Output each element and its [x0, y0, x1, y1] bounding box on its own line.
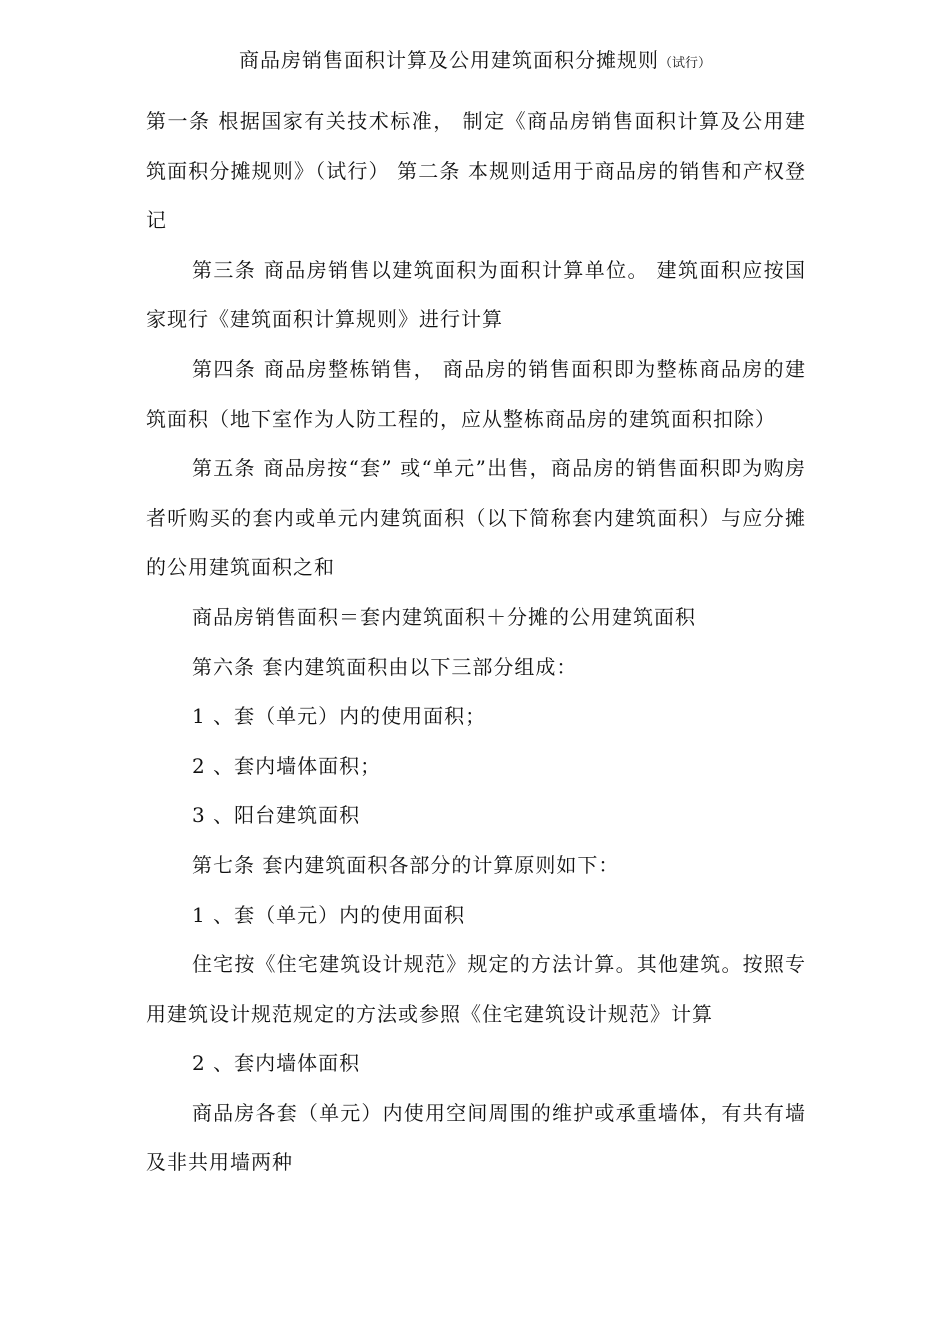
- title-text: 商品房销售面积计算及公用建筑面积分摊规则: [238, 48, 659, 72]
- list-item: 3 、阳台建筑面积: [192, 803, 361, 828]
- paragraph-article-4: 第四条 商品房整栋销售， 商品房的销售面积即为整栋商品房的建筑面积（地下室作为人防工程的，应从整栋商品房的建筑面积扣除）: [146, 356, 806, 431]
- title-suffix: （试行）: [658, 56, 711, 71]
- paragraph-article-3: 第三条 商品房销售以建筑面积为面积计算单位。 建筑面积应按国家现行《建筑面积计算规则》进行计算: [146, 257, 806, 332]
- paragraph-article-6: 第六条 套内建筑面积由以下三部分组成：: [192, 654, 578, 679]
- paragraph-article-1-2: 第一条 根据国家有关技术标准， 制定《商品房销售面积计算及公用建筑面积分摊规则》（试行） 第二条 本规则适用于商品房的销售和产权登记: [146, 109, 806, 233]
- list-item: 1 、套（单元）内的使用面积；: [192, 704, 487, 729]
- document-body: [146, 97, 806, 1188]
- paragraph-article-7: 第七条 套内建筑面积各部分的计算原则如下：: [192, 852, 620, 877]
- paragraph-wall-area: 商品房各套（单元）内使用空间周围的维护或承重墙体，有共有墙及非共用墙两种: [146, 1100, 806, 1175]
- paragraph-article-5: 第五条 商品房按“套” 或“单元”出售，商品房的销售面积即为购房者听购买的套内或单元内建筑面积（以下简称套内建筑面积）与应分摊的公用建筑面积之和: [146, 456, 806, 580]
- list-item: 2 、套内墙体面积；: [192, 753, 382, 778]
- paragraph-usable-area: 住宅按《住宅建筑设计规范》规定的方法计算。其他建筑。按照专用建筑设计规范规定的方法或参照《住宅建筑设计规范》计算: [146, 952, 806, 1026]
- list-item: 1 、套（单元）内的使用面积: [192, 902, 466, 927]
- paragraph-formula: 商品房销售面积＝套内建筑面积＋分摊的公用建筑面积: [192, 604, 696, 629]
- document-title: [0, 44, 950, 73]
- list-item: 2 、套内墙体面积: [192, 1051, 361, 1076]
